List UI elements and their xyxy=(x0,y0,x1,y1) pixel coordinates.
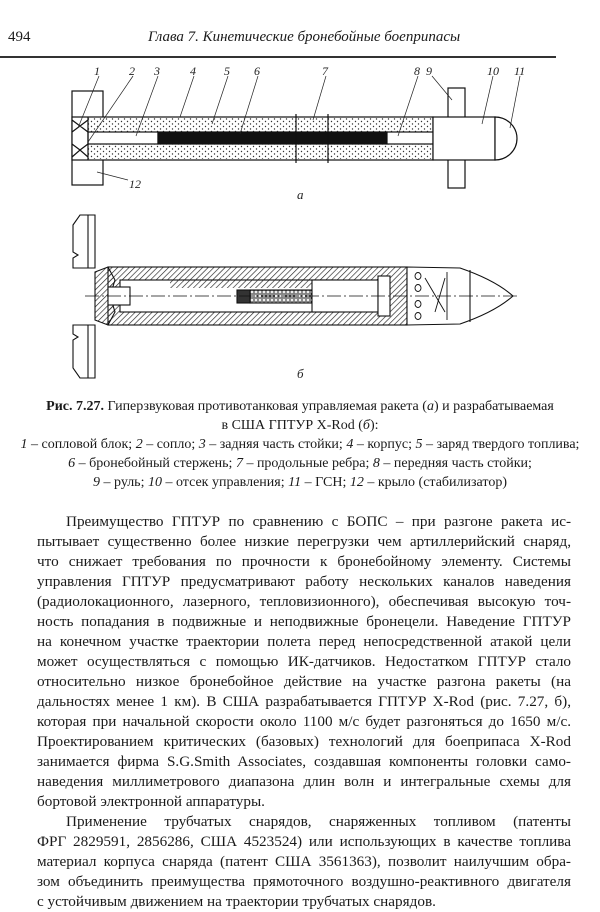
running-header: Глава 7. Кинетические бронебойные боеприпасы xyxy=(148,29,461,45)
page-number: 494 xyxy=(8,29,31,45)
text-line: управления ГПТУР предусматривают работу нескольких каналов наведения xyxy=(37,573,571,590)
callout-7: 7 xyxy=(322,64,328,78)
legend-text: – передняя часть стойки; xyxy=(379,456,532,471)
text-line: материал корпуса снаряда (патент США 3561363), позволит наилучшим обра- xyxy=(37,853,571,870)
figure-number: Рис. 7.27. xyxy=(46,399,105,414)
callout-9: 9 xyxy=(426,64,432,78)
text-line: Проектированием критических (базовых) технологий для боеприпаса X-Rod xyxy=(37,733,571,750)
callout-2: 2 xyxy=(129,64,135,78)
legend-text: – сопло; xyxy=(142,437,199,452)
callout-4: 4 xyxy=(190,64,196,78)
text-line: ность попадания в подвижные и неподвижные бронецели. Наведение ГПТУР xyxy=(37,613,571,630)
caption-text: Гиперзвуковая противотанковая управляемая ракета ( xyxy=(107,399,427,414)
figure-a-diagram xyxy=(0,60,600,205)
text-line: на конечном участке траектории полета перед непосредственной атакой цели xyxy=(37,633,571,650)
figure-a-label: а xyxy=(297,187,304,202)
text-line: пытывает существенно более низкие перегрузки чем артиллерийский снаряд, xyxy=(37,533,571,550)
callout-8: 8 xyxy=(414,64,420,78)
seeker-11 xyxy=(495,117,517,160)
legend-text: – продольные ребра; xyxy=(242,456,373,471)
legend-number: 7 xyxy=(235,456,243,471)
text-line: что снижает требования по прочности к бронебойному элементу. Системы xyxy=(37,553,571,570)
callout-5: 5 xyxy=(224,64,230,78)
figure-caption xyxy=(20,397,580,492)
text-line: Применение трубчатых снарядов, снаряженных топливом (патенты xyxy=(66,813,571,830)
legend-text: – руль; xyxy=(100,475,148,490)
callout-12: 12 xyxy=(129,177,141,191)
legend-text: – бронебойный стержень; xyxy=(75,456,236,471)
callout-1: 1 xyxy=(94,64,100,78)
legend-number: 4 xyxy=(346,437,354,452)
text-line: наведения миллиметрового диапазона длин волн и интегральные схемы для xyxy=(37,773,571,790)
text-line: ФРГ 2829591, 2856286, США 4523524) или использующих в качестве топлива xyxy=(37,833,571,850)
caption-title xyxy=(20,397,580,416)
header-rule xyxy=(0,56,556,58)
legend-number: 12 xyxy=(349,475,364,490)
callout-11: 11 xyxy=(514,64,526,78)
legend-text: – отсек управления; xyxy=(161,475,289,490)
legend-number: 6 xyxy=(68,456,76,471)
text-line: Преимущество ГПТУР по сравнению с БОПС – при разгоне ракета ис- xyxy=(66,513,571,530)
legend-number: 5 xyxy=(415,437,423,452)
caption-text: в США ГПТУР X-Rod ( xyxy=(221,418,363,433)
figure-b-label: б xyxy=(297,366,304,381)
callout-10: 10 xyxy=(487,64,499,78)
callout-6: 6 xyxy=(254,64,260,78)
text-line: относительно низкое бронебойное действие на участке разгона ракеты (на xyxy=(37,673,571,690)
text-line: может осуществляться с помощью ИК-датчиков. Недостатком ГПТУР стало xyxy=(37,653,571,670)
legend-text: – сопловой блок; xyxy=(27,437,136,452)
legend-text: – задняя часть стойки; xyxy=(205,437,347,452)
caption-text: ) и разрабатываемая xyxy=(433,399,554,414)
text-line: бортовой электронной аппаратуры. xyxy=(37,793,265,810)
legend-text: – ГСН; xyxy=(301,475,350,490)
caption-text: ): xyxy=(369,418,379,433)
figure-b-diagram xyxy=(0,205,600,390)
control-section-10 xyxy=(433,117,495,160)
paragraph xyxy=(37,512,571,812)
legend-text: – корпус; xyxy=(353,437,416,452)
armor-rod-6 xyxy=(158,132,387,144)
text-line: (радиолокационного, лазерного, тепловизионного), обеспечивая высокую точ- xyxy=(37,593,571,610)
legend-number: 2 xyxy=(135,437,143,452)
paragraph xyxy=(37,812,571,912)
caption-legend xyxy=(20,435,580,492)
text-line: дальностях менее 1 км). В США разрабатывается ГПТУР X-Rod (рис. 7.27, б), xyxy=(37,693,571,710)
legend-number: 3 xyxy=(198,437,206,452)
text-line: занимается фирма S.G.Smith Associates, создавшая компоненты головки само- xyxy=(37,753,571,770)
caption-ref-b: б xyxy=(362,418,370,433)
text-line: которая при начальной скорости около 1100 м/с будет разгоняться до 1650 м/с. xyxy=(37,713,571,730)
legend-number: 8 xyxy=(372,456,380,471)
text-line: с устойчивым движением на траектории трубчатых снарядов. xyxy=(37,893,436,910)
caption-ref-a: а xyxy=(426,399,434,414)
legend-number: 9 xyxy=(93,475,100,490)
legend-text: – заряд твердого топлива; xyxy=(422,437,580,452)
text-line: зом объединить преимущества прямоточного воздушно-реактивного двигателя xyxy=(37,873,571,890)
legend-number: 1 xyxy=(20,437,28,452)
legend-number: 10 xyxy=(147,475,162,490)
legend-text: – крыло (стабилизатор) xyxy=(363,475,507,490)
body-text xyxy=(37,512,571,912)
callout-3: 3 xyxy=(154,64,160,78)
legend-number: 11 xyxy=(288,475,302,490)
